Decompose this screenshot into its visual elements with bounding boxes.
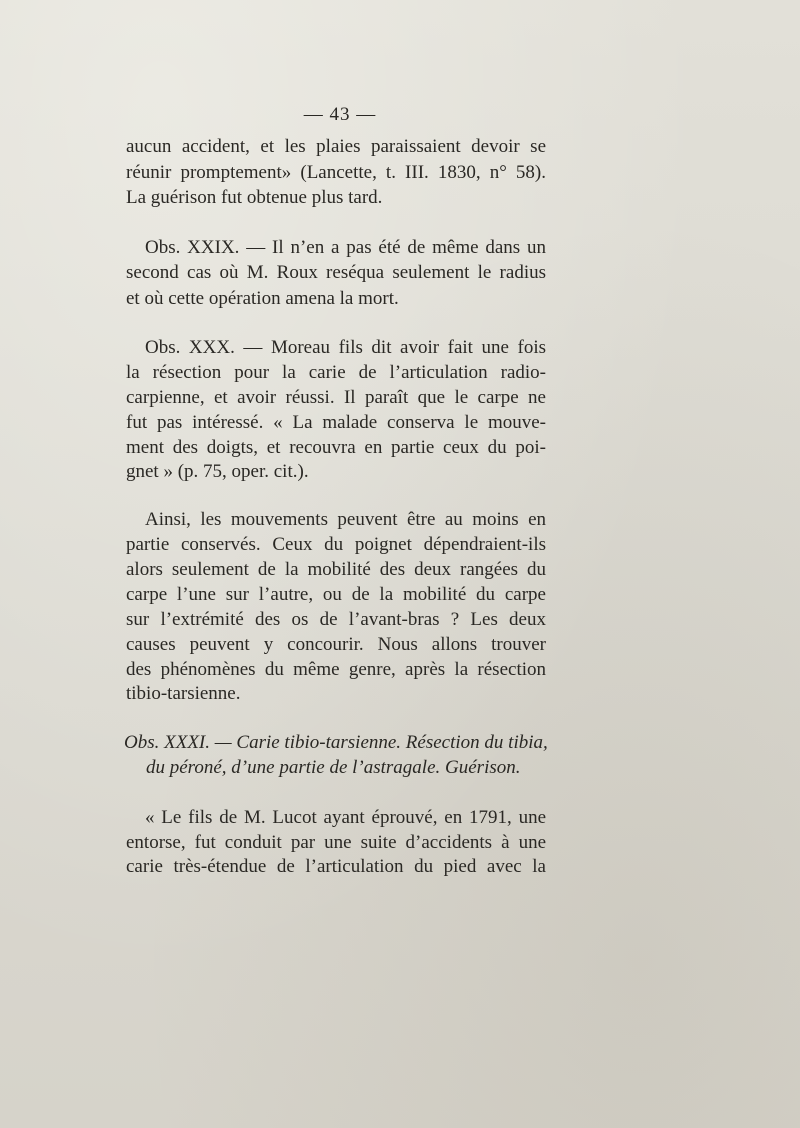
text-line: carpienne, et avoir réussi. Il paraît que le carpe ne [126,387,546,408]
text-line: La guérison fut obtenue plus tard. [126,187,383,208]
text-line: « Le fils de M. Lucot ayant éprouvé, en 1791, une [145,807,546,828]
text-line: entorse, fut conduit par une suite d’accidents à une [126,832,546,853]
observation-title-line: du péroné, d’une partie de l’astragale. Guérison. [146,757,521,778]
text-line: alors seulement de la mobilité des deux rangées du [126,559,546,580]
text-line: Ainsi, les mouvements peuvent être au moins en [145,509,546,530]
text-line: partie conservés. Ceux du poignet dépendraient-ils [126,534,546,555]
text-line: carpe l’une sur l’autre, ou de la mobilité du carpe [126,584,546,605]
text-line: réunir promptement» (Lancette, t. III. 1830, n° 58). [126,162,546,183]
observation-heading-line: Obs. XXIX. — Il n’en a pas été de même dans un [145,237,546,258]
text-line: sur l’extrémité des os de l’avant-bras ? Les deux [126,609,546,630]
text-line: second cas où M. Roux reséqua seulement le radius [126,262,546,283]
page-number: — 43 — [303,104,377,125]
text-line: tibio-tarsienne. [126,683,241,704]
observation-title-line: Obs. XXXI. — Carie tibio-tarsienne. Résection du tibia, [124,732,548,753]
text-line: causes peuvent y concourir. Nous allons trouver [126,634,546,655]
text-line: des phénomènes du même genre, après la résection [126,659,546,680]
text-line: la résection pour la carie de l’articulation radio- [126,362,546,383]
text-line: carie très-étendue de l’articulation du pied avec la [126,856,546,877]
observation-heading-line: Obs. XXX. — Moreau fils dit avoir fait une fois [145,337,546,358]
text-line: et où cette opération amena la mort. [126,288,399,309]
text-line: ment des doigts, et recouvra en partie ceux du poi- [126,437,546,458]
text-line: gnet » (p. 75, oper. cit.). [126,461,309,482]
text-line: aucun accident, et les plaies paraissaient devoir se [126,136,546,157]
text-line: fut pas intéressé. « La malade conserva le mouve- [126,412,546,433]
